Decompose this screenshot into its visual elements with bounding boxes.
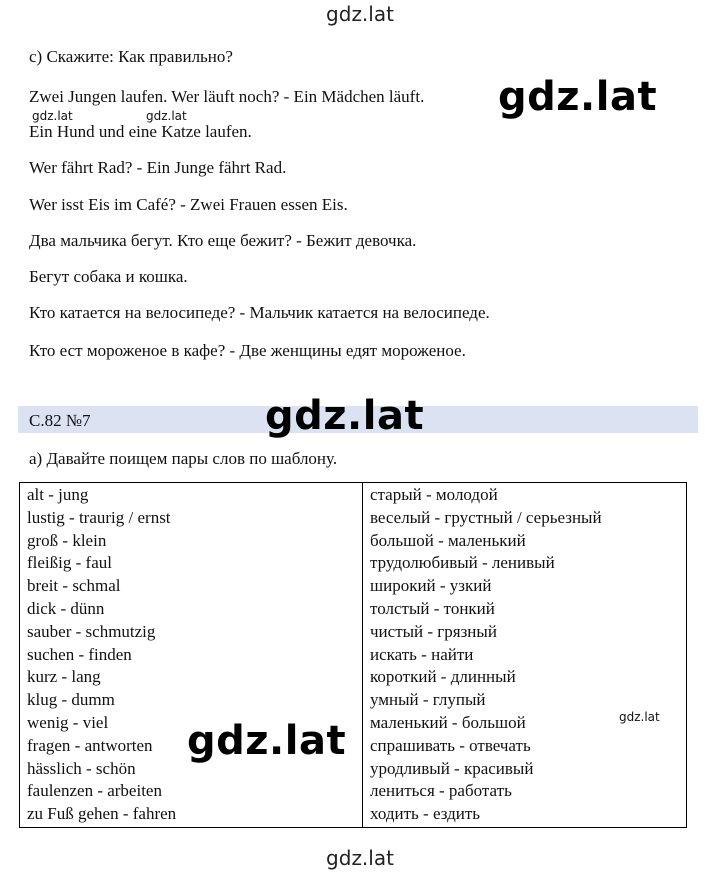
russian-pair-cell: искать - найти bbox=[370, 644, 474, 664]
german-pair-cell: fleißig - faul bbox=[20, 552, 363, 575]
german-pair-cell: alt - jung bbox=[20, 483, 363, 507]
table-row bbox=[20, 689, 687, 712]
section-title: С.82 №7 bbox=[29, 411, 91, 430]
watermark-large: gdz.lat bbox=[187, 718, 347, 764]
table-row bbox=[20, 780, 687, 803]
table-row bbox=[20, 575, 687, 598]
text-line: Кто катается на велосипеде? - Мальчик катается на велосипеде. bbox=[29, 303, 490, 322]
watermark-large: gdz.lat bbox=[498, 74, 658, 120]
text-line: Wer fährt Rad? - Ein Junge fährt Rad. bbox=[29, 158, 287, 177]
german-pair-cell: kurz - lang bbox=[20, 666, 363, 689]
german-pair-cell: lustig - traurig / ernst bbox=[20, 507, 363, 530]
table-row bbox=[20, 735, 687, 758]
russian-pair-cell: ходить - ездить bbox=[370, 804, 481, 824]
german-pair-cell: suchen - finden bbox=[20, 644, 363, 667]
russian-pair-cell: старый - молодой bbox=[370, 485, 498, 504]
german-pair-cell: hässlich - schön bbox=[20, 758, 363, 781]
russian-pair-cell: короткий - длинный bbox=[370, 667, 516, 687]
table-row bbox=[20, 507, 687, 530]
russian-pair-cell: большой - маленький bbox=[370, 530, 526, 550]
german-pair-cell: breit - schmal bbox=[20, 575, 363, 598]
table-row bbox=[20, 598, 687, 621]
german-pair-cell: klug - dumm bbox=[20, 689, 363, 712]
german-pair-cell: groß - klein bbox=[20, 530, 363, 553]
watermark-large: gdz.lat bbox=[265, 393, 425, 439]
task-text: а) Давайте поищем пары слов по шаблону. bbox=[29, 449, 338, 468]
table-row bbox=[20, 530, 687, 553]
text-line: Два мальчика бегут. Кто еще бежит? - Бежит девочка. bbox=[29, 231, 417, 250]
german-pair-cell: dick - dünn bbox=[20, 598, 363, 621]
watermark-top: gdz.lat bbox=[326, 2, 394, 26]
german-pair-cell: zu Fuß gehen - fahren bbox=[20, 803, 363, 827]
russian-pair-cell: лениться - работать bbox=[370, 781, 512, 801]
russian-pair-cell: веселый - грустный / серьезный bbox=[370, 507, 602, 527]
german-pair-cell: fragen - antworten bbox=[20, 735, 363, 758]
russian-pair-cell: маленький - большой bbox=[370, 712, 526, 732]
table-row bbox=[20, 758, 687, 781]
german-pair-cell: sauber - schmutzig bbox=[20, 621, 363, 644]
russian-pair-cell: чистый - грязный bbox=[370, 621, 497, 641]
russian-pair-cell: уродливый - красивый bbox=[370, 758, 534, 778]
german-pair-cell: faulenzen - arbeiten bbox=[20, 780, 363, 803]
table-row bbox=[20, 803, 687, 827]
russian-pair-cell: толстый - тонкий bbox=[370, 598, 495, 618]
table-row bbox=[20, 666, 687, 689]
text-line: Кто ест мороженое в кафе? - Две женщины едят мороженое. bbox=[29, 341, 466, 360]
russian-pair-cell: умный - глупый bbox=[370, 690, 486, 710]
german-pair-cell: wenig - viel bbox=[20, 712, 363, 735]
table-row bbox=[20, 483, 687, 507]
watermark-small: gdz.lat bbox=[619, 710, 660, 724]
text-line: Бегут собака и кошка. bbox=[29, 267, 188, 286]
watermark-small: gdz.lat bbox=[32, 109, 73, 123]
watermark-small: gdz.lat bbox=[146, 109, 187, 123]
text-line: Wer isst Eis im Café? - Zwei Frauen essen Eis. bbox=[29, 195, 348, 214]
table-row bbox=[20, 644, 687, 667]
table-row bbox=[20, 552, 687, 575]
part-c-heading: с) Скажите: Как правильно? bbox=[29, 47, 233, 66]
russian-pair-cell: широкий - узкий bbox=[370, 576, 492, 596]
text-line: Zwei Jungen laufen. Wer läuft noch? - Ein Mädchen läuft. bbox=[29, 87, 425, 106]
word-pairs-table bbox=[19, 482, 687, 828]
russian-pair-cell: трудолюбивый - ленивый bbox=[370, 553, 555, 573]
table-row bbox=[20, 712, 687, 735]
text-line: Ein Hund und eine Katze laufen. bbox=[29, 122, 252, 141]
watermark-bottom: gdz.lat bbox=[326, 846, 394, 870]
table-row bbox=[20, 621, 687, 644]
russian-pair-cell: спрашивать - отвечать bbox=[370, 735, 531, 755]
